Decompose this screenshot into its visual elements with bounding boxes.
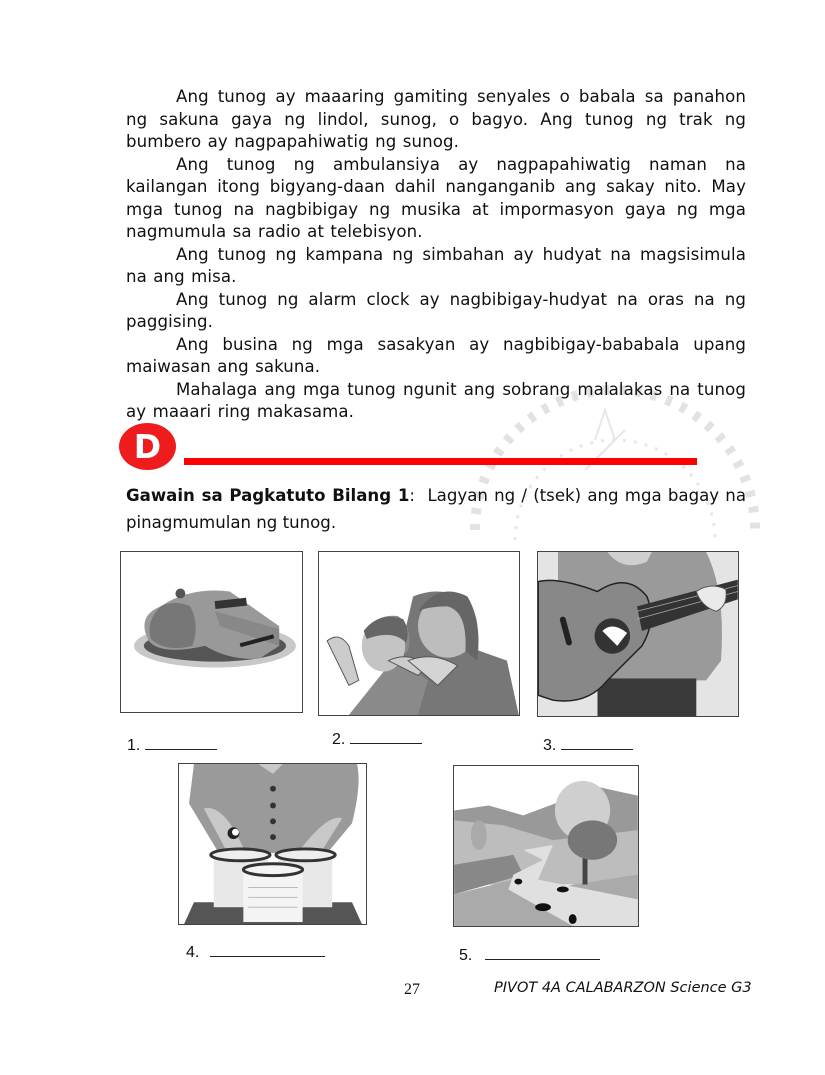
activity-separator: : — [409, 486, 415, 505]
guitar-image — [537, 551, 739, 717]
footer-title: PIVOT 4A CALABARZON Science G3 — [494, 980, 752, 996]
answer-blank[interactable] — [145, 748, 217, 750]
paragraph: Ang tunog ay maaaring gamiting senyales o babala sa panahon ng sakuna gaya ng lindol, sunog, o bagyo. Ang tunog ng trak ng bumbero ay nagpapahiwatig ng sunog. — [126, 87, 746, 151]
answer-blank[interactable] — [485, 958, 600, 960]
landscape-icon — [454, 766, 638, 926]
item-1-label — [127, 737, 217, 755]
activity-instruction — [126, 482, 746, 536]
answer-blank[interactable] — [350, 742, 422, 744]
drums-icon — [179, 764, 366, 924]
item-number: 1. — [127, 737, 141, 754]
whistle-image — [120, 551, 303, 713]
children-clapping-image — [318, 551, 520, 716]
item-5-label — [459, 947, 600, 965]
item-number: 3. — [543, 737, 557, 754]
whistle-icon — [121, 552, 302, 712]
paragraph: Mahalaga ang mga tunog ngunit ang sobrang malalakas na tunog ay maaari ring makasama. — [126, 379, 746, 421]
section-divider — [184, 458, 697, 465]
paragraph: Ang tunog ng ambulansiya ay nagpapahiwatig naman na kailangan itong bigyang-daan dahil nanganganib ang sakay nito. May mga tunog na nagbibigay ng musika at impormasyon gaya ng mga nagmumula sa radio at telebisyon. — [126, 154, 746, 241]
activity-title: Gawain sa Pagkatuto Bilang 1 — [126, 486, 410, 505]
paragraph: Ang tunog ng kampana ng simbahan ay hudyat na magsisimula na ang misa. — [126, 244, 746, 286]
item-3-label — [543, 737, 633, 755]
answer-blank[interactable] — [210, 955, 325, 957]
item-4-label — [186, 944, 325, 962]
paragraph: Ang tunog ng alarm clock ay nagbibigay-hudyat na oras na ng paggising. — [126, 289, 746, 331]
drums-image — [178, 763, 367, 925]
paragraph: Ang busina ng mga sasakyan ay nagbibigay-bababala upang maiwasan ang sakuna. — [126, 334, 746, 376]
guitar-icon — [538, 552, 738, 716]
item-number: 4. — [186, 944, 200, 961]
page-number: 27 — [404, 981, 420, 998]
answer-blank[interactable] — [561, 748, 633, 750]
body-text — [126, 86, 746, 424]
activity-text: Lagyan ng / (tsek) ang mga bagay na pinagmumulan ng tunog. — [126, 486, 746, 532]
item-number: 5. — [459, 947, 473, 964]
children-clapping-icon — [319, 552, 519, 715]
item-2-label — [332, 731, 422, 749]
item-number: 2. — [332, 731, 346, 748]
landscape-image — [453, 765, 639, 927]
section-letter-badge: D — [119, 423, 176, 470]
